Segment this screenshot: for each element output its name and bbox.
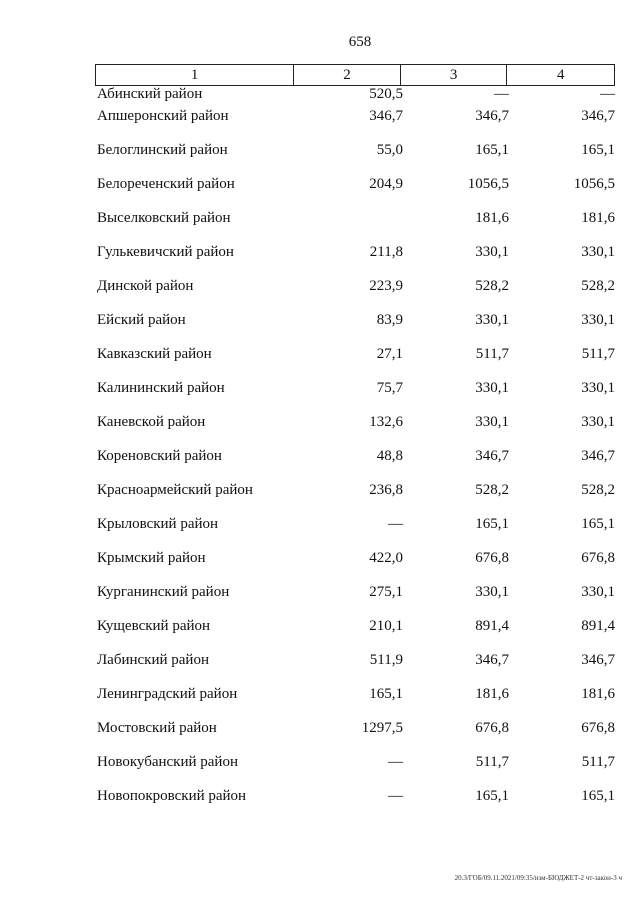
value-col-3: 346,7	[475, 108, 509, 124]
value-col-4: 181,6	[581, 686, 615, 702]
value-col-4: 181,6	[581, 210, 615, 226]
district-name: Мостовский район	[97, 720, 217, 736]
table-row	[95, 550, 615, 584]
value-col-3: 528,2	[475, 482, 509, 498]
table-row	[95, 686, 615, 720]
district-name: Гулькевичский район	[97, 244, 234, 260]
value-col-4: 165,1	[581, 788, 615, 804]
table-row	[95, 108, 615, 142]
value-col-3: 165,1	[475, 142, 509, 158]
district-name: Белоглинский район	[97, 142, 228, 158]
value-col-3: 511,7	[475, 754, 509, 770]
value-col-2: 520,5	[369, 86, 403, 102]
table-row	[95, 380, 615, 414]
table-row	[95, 244, 615, 278]
value-col-4: 330,1	[581, 380, 615, 396]
value-col-2: 422,0	[369, 550, 403, 566]
table-row	[95, 618, 615, 652]
value-col-4: 330,1	[581, 584, 615, 600]
table-row	[95, 346, 615, 380]
district-name: Кущевский район	[97, 618, 211, 634]
table-header	[95, 64, 615, 86]
table-row	[95, 482, 615, 516]
table-row	[95, 652, 615, 686]
district-name: Каневской район	[97, 414, 206, 430]
value-col-4: 346,7	[581, 448, 615, 464]
value-col-3: 528,2	[475, 278, 509, 294]
value-col-4: 511,7	[581, 346, 615, 362]
value-col-3: 330,1	[475, 312, 509, 328]
value-col-2: 55,0	[376, 142, 403, 158]
table-body	[95, 86, 615, 822]
value-col-4: 330,1	[581, 312, 615, 328]
value-col-4: 346,7	[581, 652, 615, 668]
table-row	[95, 312, 615, 346]
value-col-4: 676,8	[581, 720, 615, 736]
value-col-3: 165,1	[475, 516, 509, 532]
value-col-3: 330,1	[475, 244, 509, 260]
value-col-2: —	[388, 516, 403, 532]
table-row	[95, 210, 615, 244]
district-name: Ейский район	[97, 312, 186, 328]
value-col-4: 511,7	[581, 754, 615, 770]
district-name: Лабинский район	[97, 652, 209, 668]
value-col-2: 346,7	[369, 108, 403, 124]
value-col-3: 891,4	[475, 618, 509, 634]
district-name: Абинский район	[97, 86, 203, 102]
district-name: Калининский район	[97, 380, 225, 396]
value-col-2: —	[388, 754, 403, 770]
value-col-2: 48,8	[376, 448, 403, 464]
value-col-2: 165,1	[369, 686, 403, 702]
table-row	[95, 720, 615, 754]
value-col-3: 1056,5	[467, 176, 509, 192]
value-col-3: 330,1	[475, 380, 509, 396]
value-col-4: 165,1	[581, 142, 615, 158]
district-name: Новокубанский район	[97, 754, 238, 770]
page-number: 658	[348, 34, 372, 50]
value-col-2: 211,8	[369, 244, 403, 260]
value-col-3: —	[494, 86, 509, 102]
value-col-2: 27,1	[376, 346, 403, 362]
footer-note: 20.3/ГОБ/09.11.2021/09:35/изм-БЮДЖЕТ-2 чт-закон-3 ч	[454, 874, 622, 882]
table-row	[95, 788, 615, 822]
value-col-2: 511,9	[369, 652, 403, 668]
district-name: Выселковский район	[97, 210, 231, 226]
header-col-1: 1	[96, 65, 294, 85]
value-col-3: 346,7	[475, 652, 509, 668]
value-col-2: 275,1	[369, 584, 403, 600]
value-col-4: 165,1	[581, 516, 615, 532]
district-name: Новопокровский район	[97, 788, 247, 804]
value-col-2: 223,9	[369, 278, 403, 294]
table-row	[95, 414, 615, 448]
value-col-3: 165,1	[475, 788, 509, 804]
table-row	[95, 754, 615, 788]
district-name: Крыловский район	[97, 516, 219, 532]
value-col-4: 1056,5	[573, 176, 615, 192]
table-row	[95, 142, 615, 176]
value-col-2: 83,9	[376, 312, 403, 328]
value-col-4: 330,1	[581, 414, 615, 430]
district-name: Красноармейский район	[97, 482, 253, 498]
district-name: Крымский район	[97, 550, 206, 566]
value-col-4: 528,2	[581, 278, 615, 294]
value-col-3: 330,1	[475, 414, 509, 430]
value-col-3: 346,7	[475, 448, 509, 464]
value-col-4: 528,2	[581, 482, 615, 498]
header-col-3: 3	[401, 65, 508, 85]
table-row	[95, 176, 615, 210]
district-name: Динской район	[97, 278, 194, 294]
value-col-4: 346,7	[581, 108, 615, 124]
district-name: Ленинградский район	[97, 686, 238, 702]
value-col-4: —	[600, 86, 615, 102]
value-col-3: 676,8	[475, 550, 509, 566]
table-row	[95, 86, 615, 108]
district-name: Кавказский район	[97, 346, 212, 362]
table-row	[95, 278, 615, 312]
value-col-3: 511,7	[475, 346, 509, 362]
value-col-3: 676,8	[475, 720, 509, 736]
value-col-3: 330,1	[475, 584, 509, 600]
header-col-2: 2	[294, 65, 401, 85]
value-col-3: 181,6	[475, 686, 509, 702]
table-row	[95, 448, 615, 482]
value-col-2: 75,7	[376, 380, 403, 396]
value-col-4: 330,1	[581, 244, 615, 260]
value-col-4: 676,8	[581, 550, 615, 566]
value-col-2: 210,1	[369, 618, 403, 634]
value-col-4: 891,4	[581, 618, 615, 634]
header-col-4: 4	[556, 66, 565, 83]
value-col-3: 181,6	[475, 210, 509, 226]
district-name: Курганинский район	[97, 584, 230, 600]
value-col-2: —	[388, 788, 403, 804]
value-col-2: 236,8	[369, 482, 403, 498]
value-col-2: 132,6	[369, 414, 403, 430]
value-col-2: 1297,5	[361, 720, 403, 736]
table-row	[95, 516, 615, 550]
district-name: Апшеронский район	[97, 108, 229, 124]
table-row	[95, 584, 615, 618]
value-col-2: 204,9	[369, 176, 403, 192]
district-name: Кореновский район	[97, 448, 222, 464]
district-name: Белореченский район	[97, 176, 235, 192]
